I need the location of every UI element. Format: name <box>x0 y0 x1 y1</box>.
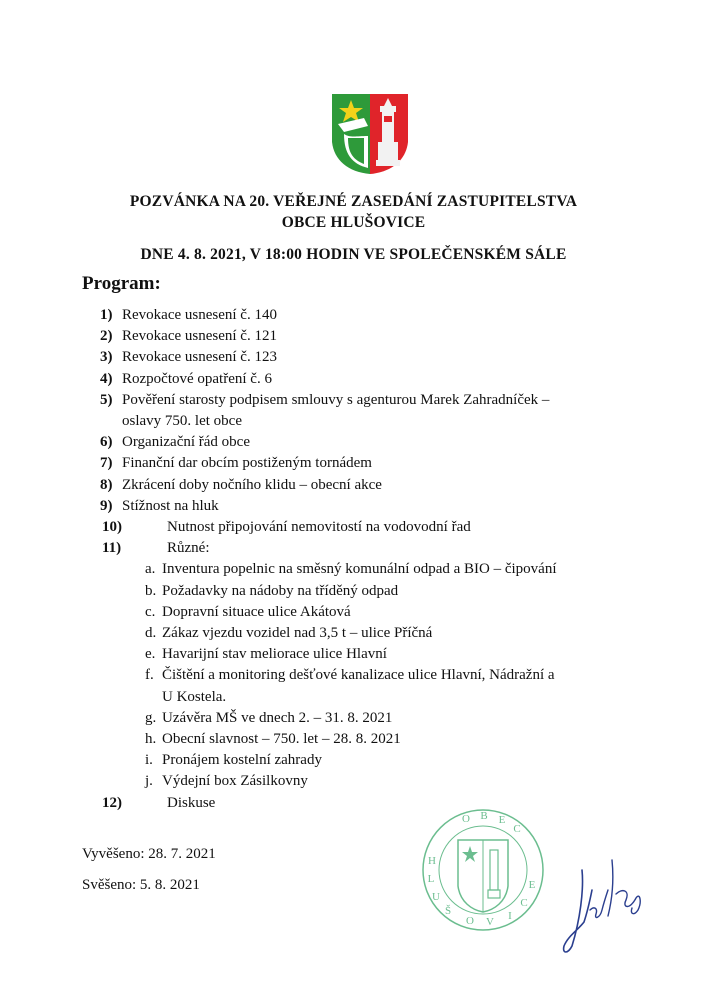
subitem-text: Požadavky na nádoby na tříděný odpad <box>162 582 399 599</box>
item-text-continuation: oslavy 750. let obce <box>122 413 242 430</box>
item-text: Různé: <box>167 540 210 557</box>
item-text: Revokace usnesení č. 123 <box>122 349 277 366</box>
subitem-text: Inventura popelnic na směsný komunální odpad a BIO – čipování <box>162 561 557 578</box>
item-number: 3) <box>100 349 113 366</box>
subitem-text: Zákaz vjezdu vozidel nad 3,5 t – ulice Příčná <box>162 625 433 642</box>
program-item <box>100 538 620 559</box>
program-subitem <box>100 771 620 792</box>
municipal-stamp <box>418 806 548 934</box>
subitem-text: Obecní slavnost – 750. let – 28. 8. 2021 <box>162 731 401 748</box>
item-number: 1) <box>100 307 113 323</box>
subitem-text-continuation: U Kostela. <box>162 688 227 705</box>
program-item <box>100 475 620 496</box>
svg-text:V: V <box>486 916 494 928</box>
svg-text:O: O <box>462 813 470 825</box>
program-item <box>100 517 620 538</box>
municipal-coat-of-arms <box>330 92 410 176</box>
item-number: 6) <box>100 434 113 451</box>
subitem-letter: e. <box>145 646 156 663</box>
program-heading: Program: <box>82 273 161 294</box>
svg-text:L: L <box>427 873 435 885</box>
svg-text:I: I <box>508 910 512 922</box>
program-subitem <box>100 623 620 644</box>
svg-text:O: O <box>466 915 474 927</box>
subitem-text: Výdejní box Zásilkovny <box>162 773 308 790</box>
subitem-text: Dopravní situace ulice Akátová <box>162 603 351 620</box>
program-item <box>100 496 620 517</box>
subitem-letter: h. <box>145 731 157 748</box>
program-item <box>100 390 620 411</box>
item-number: 9) <box>100 497 113 514</box>
removed-date: Svěšeno: 5. 8. 2021 <box>82 877 200 893</box>
svg-text:E: E <box>498 814 506 826</box>
program-item <box>100 326 620 347</box>
program-subitem <box>100 665 620 686</box>
program-subitem <box>100 708 620 729</box>
item-number: 10) <box>102 519 122 536</box>
svg-text:H: H <box>428 855 436 867</box>
item-text: Stížnost na hluk <box>122 497 219 514</box>
handwritten-signature <box>560 850 650 960</box>
item-number: 2) <box>100 328 113 345</box>
subitem-text: Čištění a monitoring dešťové kanalizace ulice Hlavní, Nádražní a <box>162 667 555 684</box>
program-item <box>100 347 620 368</box>
item-text: Finanční dar obcím postiženým tornádem <box>122 455 372 472</box>
svg-text:E: E <box>528 879 536 891</box>
program-subitem <box>100 644 620 665</box>
program-subitem <box>100 559 620 580</box>
program-subitem <box>100 750 620 771</box>
svg-text:C: C <box>520 897 528 909</box>
item-number: 7) <box>100 455 113 472</box>
subitem-letter: i. <box>145 752 153 769</box>
program-subitem <box>100 602 620 623</box>
svg-text:Š: Š <box>444 905 452 917</box>
item-text: Nutnost připojování nemovitostí na vodovodní řad <box>167 519 471 536</box>
program-item <box>100 305 620 326</box>
item-text: Diskuse <box>167 794 216 811</box>
svg-text:B: B <box>480 810 488 822</box>
program-subitem <box>100 729 620 750</box>
subitem-letter: c. <box>145 603 156 620</box>
svg-text:U: U <box>432 891 440 903</box>
invitation-title: POZVÁNKA NA 20. VEŘEJNÉ ZASEDÁNÍ ZASTUPITELSTVA <box>129 193 578 210</box>
subitem-letter: g. <box>145 709 157 726</box>
item-number: 4) <box>100 370 113 387</box>
subitem-letter: b. <box>145 582 157 599</box>
meeting-date-line: DNE 4. 8. 2021, V 18:00 HODIN VE SPOLEČENSKÉM SÁLE <box>140 246 567 263</box>
program-item <box>100 369 620 390</box>
item-number: 8) <box>100 476 113 493</box>
subitem-letter: j. <box>145 773 153 790</box>
item-text: Zkrácení doby nočního klidu – obecní akce <box>122 476 382 493</box>
item-number: 11) <box>102 540 122 557</box>
item-text: Rozpočtové opatření č. 6 <box>122 370 272 387</box>
item-number: 12) <box>102 794 122 811</box>
program-list <box>100 305 620 814</box>
subitem-letter: d. <box>145 625 157 642</box>
program-subitem <box>100 581 620 602</box>
subitem-text: Havarijní stav meliorace ulice Hlavní <box>162 646 387 663</box>
subitem-letter: a. <box>145 561 156 578</box>
subitem-text: Pronájem kostelní zahrady <box>162 752 322 769</box>
subitem-letter: f. <box>145 667 154 684</box>
program-item <box>100 432 620 453</box>
svg-text:C: C <box>513 823 521 835</box>
item-text: Organizační řád obce <box>122 434 250 451</box>
item-text: Revokace usnesení č. 121 <box>122 328 277 345</box>
item-text: Pověření starosty podpisem smlouvy s agenturou Marek Zahradníček – <box>122 391 550 408</box>
program-item <box>100 453 620 474</box>
subitem-text: Uzávěra MŠ ve dnech 2. – 31. 8. 2021 <box>162 709 393 726</box>
item-number: 5) <box>100 391 113 408</box>
posted-date: Vyvěšeno: 28. 7. 2021 <box>82 846 216 862</box>
invitation-title-municipality: OBCE HLUŠOVICE <box>281 214 426 231</box>
item-text: Revokace usnesení č. 140 <box>122 307 277 323</box>
